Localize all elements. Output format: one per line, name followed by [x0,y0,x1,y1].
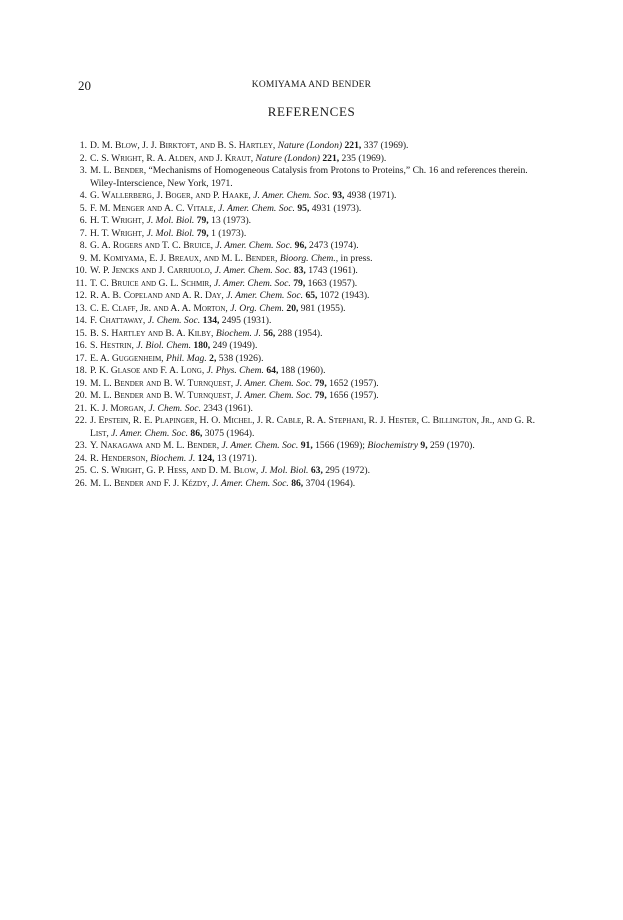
reference-segment: T. C. Bruice and G. L. Schmir, [90,277,212,289]
reference-item [74,278,556,291]
reference-number: 9. [79,252,87,264]
reference-segment: K. J. Morgan, [90,402,147,414]
reference-segment: J. Org. Chem. [230,302,284,314]
reference-number: 1. [79,140,87,151]
reference-segment: 20, [286,302,299,314]
reference-text [90,278,556,291]
reference-item [74,315,556,328]
reference-segment: 56, [263,327,276,339]
reference-segment: 86, [291,477,304,489]
reference-segment: J. Biol. Chem. [136,340,191,351]
reference-item [74,253,556,266]
reference-segment: 1663 (1957). [305,277,358,289]
reference-segment: G. Wallerberg, J. Boger, and P. Haake, [90,190,251,201]
reference-segment: M. L. Bender and B. W. Turnquest, [90,390,234,401]
reference-segment: “Mechanisms of Homogeneous Catalysis from Protons to Proteins,” Ch. 16 and references therein. Wiley-Interscience, New York, 1971. [90,165,528,189]
reference-segment: M. L. Bender and B. W. Turnquest, [90,377,234,389]
reference-text [90,415,556,440]
reference-segment: Nature (London) [277,140,343,151]
reference-segment: 83, [293,265,306,276]
reference-item [74,465,556,478]
reference-segment: 180, [193,340,211,351]
reference-segment: 1656 (1957). [326,390,379,401]
reference-number: 26. [75,477,87,489]
reference-item [74,190,556,203]
reference-text [90,228,556,241]
reference-item [74,365,556,378]
reference-segment: 295 (1972). [322,465,371,476]
reference-segment: M. L. Bender and F. J. Kézdy, [90,477,210,489]
reference-segment: in press. [338,252,373,264]
reference-segment: J. Amer. Chem. Soc. [214,265,292,276]
reference-text [90,165,556,190]
reference-text [90,253,556,266]
reference-segment: Biochemistry [367,440,418,451]
reference-text [90,465,556,478]
reference-segment: 188 (1960). [278,365,326,376]
reference-number: 16. [75,340,87,351]
reference-text [90,290,556,303]
reference-text [90,315,556,328]
reference-number: 6. [79,215,87,226]
reference-item [74,215,556,228]
reference-number: 7. [79,227,87,239]
reference-segment: J. Amer. Chem. Soc. [218,202,295,214]
reference-number: 5. [79,202,87,214]
reference-segment: J. Mol. Biol. [146,227,195,239]
reference-segment: S. Hestrin, [90,340,134,351]
reference-segment: 95, [297,202,310,214]
reference-segment: 2343 (1961). [200,402,253,414]
reference-segment: Biochem. J. [150,452,196,464]
reference-text [90,353,556,366]
reference-segment: J. Amer. Chem. Soc. [221,440,299,451]
reference-segment: J. Amer. Chem. Soc. [215,240,293,251]
reference-number: 13. [75,302,87,314]
reference-segment: 259 (1970). [427,440,475,451]
reference-item [74,403,556,416]
reference-segment: C. E. Claff, Jr. and A. A. Morton, [90,302,228,314]
reference-segment: W. P. Jencks and J. Carriuolo, [90,265,213,276]
reference-segment: E. A. Guggenheim, [90,352,164,364]
reference-segment: J. Chem. Soc. [147,315,201,326]
reference-segment: 221, [344,140,362,151]
reference-segment: J. Amer. Chem. Soc. [235,390,313,401]
reference-text [90,240,556,253]
reference-segment: Phil. Mag. [165,352,207,364]
reference-segment: G. A. Rogers and T. C. Bruice, [90,240,213,251]
reference-segment: Nature (London) [255,152,320,164]
reference-text [90,303,556,316]
reference-text [90,190,556,203]
reference-number: 20. [75,390,87,401]
reference-number: 14. [75,315,87,326]
reference-item [74,290,556,303]
reference-segment: 337 (1969). [361,140,409,151]
reference-segment: 4931 (1973). [309,202,362,214]
reference-segment: 981 (1955). [298,302,346,314]
reference-segment: 93, [332,190,345,201]
reference-segment: F. Chattaway, [90,315,146,326]
reference-item [74,353,556,366]
reference-text [90,378,556,391]
reference-text [90,153,556,166]
reference-segment: 249 (1949). [210,340,258,351]
reference-number: 15. [75,327,87,339]
reference-segment: J. Phys. Chem. [206,365,264,376]
reference-segment: 96, [294,240,307,251]
reference-number: 24. [75,452,87,464]
reference-segment: R. A. B. Copeland and A. R. Day, [90,290,224,301]
reference-text [90,478,556,491]
reference-text [90,203,556,216]
reference-item [74,203,556,216]
reference-segment: 221, [322,152,340,164]
reference-item [74,165,556,190]
reference-segment: J. Amer. Chem. Soc. [213,277,291,289]
reference-text [90,265,556,278]
reference-item [74,303,556,316]
reference-item [74,265,556,278]
reference-segment: 64, [266,365,279,376]
reference-text [90,453,556,466]
section-title: REFERENCES [267,104,356,119]
reference-segment: 1743 (1961). [305,265,358,276]
reference-segment: 65, [305,290,318,301]
reference-segment: M. L. Bender, [90,165,147,176]
reference-text [90,365,556,378]
reference-number: 12. [75,290,87,301]
reference-item [74,440,556,453]
reference-segment: Bioorg. Chem., [279,252,339,264]
reference-segment: J. Amer. Chem. Soc. [235,377,313,389]
reference-segment: D. M. Blow, J. J. Birktoft, and B. S. Hartley, [90,140,276,151]
reference-segment: 79, [314,377,327,389]
reference-segment: J. Mol. Biol. [260,465,309,476]
reference-item [74,390,556,403]
reference-segment: J. Epstein, R. E. Plapinger, H. O. Michel, J. R. Cable, R. A. Stephani, R. J. Hester, C. Billington, Jr., and G. R. List, [90,415,536,439]
reference-item [74,453,556,466]
reference-segment: J. Amer. Chem. Soc. [226,290,304,301]
reference-item [74,228,556,241]
reference-segment: 3075 (1964). [202,427,255,439]
reference-text [90,215,556,228]
reference-segment: 13 (1973). [208,215,252,226]
reference-segment: 79, [314,390,327,401]
reference-segment: 288 (1954). [275,327,323,339]
reference-segment: C. S. Wright, R. A. Alden, and J. Kraut, [90,152,254,164]
reference-item [74,415,556,440]
reference-segment: J. Mol. Biol. [146,215,195,226]
reference-segment: 79, [196,227,209,239]
reference-segment: 91, [300,440,313,451]
reference-segment: 2473 (1974). [306,240,359,251]
reference-item [74,340,556,353]
running-head: KOMIYAMA AND BENDER [251,80,372,90]
reference-number: 19. [75,377,87,389]
reference-segment: J. Chem. Soc. [148,402,201,414]
reference-item [74,140,556,153]
reference-segment: B. S. Hartley and B. A. Kilby, [90,327,214,339]
reference-segment: 538 (1926). [216,352,264,364]
reference-text [90,328,556,341]
reference-segment: 3704 (1964). [303,477,356,489]
reference-segment: 86, [190,427,203,439]
reference-item [74,478,556,491]
reference-segment: 2495 (1931). [219,315,272,326]
reference-text [90,340,556,353]
reference-text [90,390,556,403]
reference-text [90,140,556,153]
reference-number: 25. [75,465,87,476]
reference-segment: Y. Nakagawa and M. L. Bender, [90,440,220,451]
reference-text [90,440,556,453]
reference-segment: H. T. Wright, [90,227,145,239]
reference-segment: 79, [196,215,209,226]
reference-item [74,328,556,341]
reference-segment: J. Amer. Chem. Soc. [253,190,331,201]
reference-item [74,153,556,166]
reference-segment: 235 (1969). [339,152,387,164]
reference-number: 11. [75,277,87,289]
reference-segment: 13 (1971). [214,452,257,464]
reference-segment: 4938 (1971). [344,190,397,201]
reference-segment: H. T. Wright, [90,215,145,226]
reference-segment: 63, [310,465,323,476]
reference-segment: 124, [197,452,215,464]
reference-segment: 134, [202,315,220,326]
reference-number: 18. [75,365,87,376]
reference-segment: 1072 (1943). [317,290,370,301]
reference-segment: 2, [209,352,217,364]
reference-number: 2. [79,152,87,164]
reference-segment: J. Amer. Chem. Soc. [111,427,188,439]
reference-segment: P. K. Glasoe and F. A. Long, [90,365,205,376]
reference-segment: 1 (1973). [208,227,247,239]
reference-segment: R. Henderson, [90,452,148,464]
reference-number: 10. [75,265,87,276]
reference-segment: 79, [293,277,306,289]
reference-segment: 1652 (1957). [326,377,379,389]
reference-item [74,240,556,253]
reference-segment: J. Amer. Chem. Soc. [211,477,289,489]
reference-list [74,140,556,490]
reference-segment: 9, [420,440,428,451]
reference-number: 22. [75,415,87,426]
reference-segment: M. Komiyama, E. J. Breaux, and M. L. Bender, [90,252,278,264]
reference-number: 23. [75,440,87,451]
reference-text [90,403,556,416]
reference-segment: C. S. Wright, G. P. Hess, and D. M. Blow, [90,465,259,476]
reference-segment: 1566 (1969); [312,440,368,451]
reference-number: 8. [79,240,87,251]
reference-number: 21. [75,402,87,414]
page-number: 20 [78,78,91,93]
reference-number: 4. [79,190,87,201]
reference-number: 17. [75,352,87,364]
reference-segment: F. M. Menger and A. C. Vitale, [90,202,216,214]
reference-segment: Biochem. J. [215,327,261,339]
reference-item [74,378,556,391]
reference-number: 3. [79,165,87,176]
